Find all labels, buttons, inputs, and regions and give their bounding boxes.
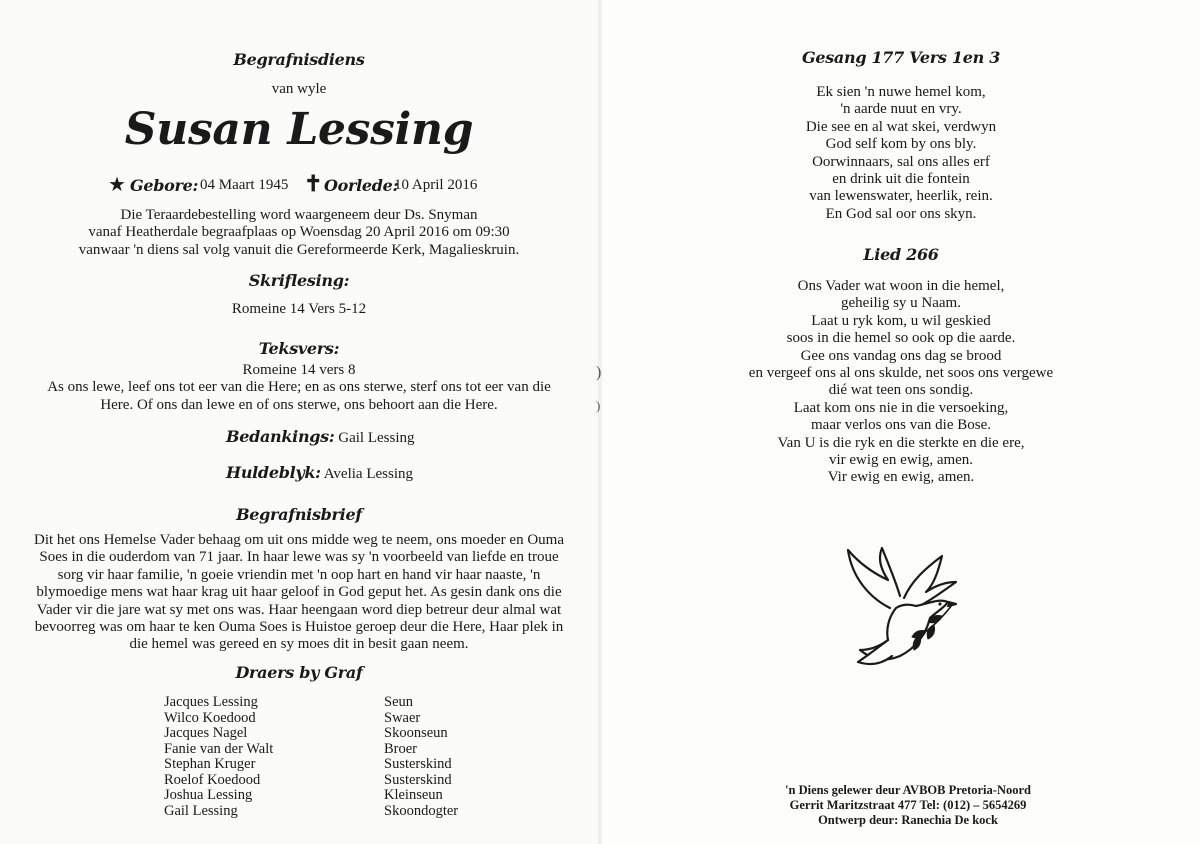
bearer-name: Wilco Koedood bbox=[164, 709, 256, 726]
letter-heading: Begrafnisbrief bbox=[236, 505, 362, 524]
song-line: Van U is die ryk en die sterkte en die ere, bbox=[777, 434, 1025, 451]
tribute-label: Huldeblyk: bbox=[226, 463, 321, 482]
bearer-relation: Susterskind bbox=[384, 771, 452, 788]
funeral-letter bbox=[0, 532, 598, 654]
scripture-heading: Skriflesing: bbox=[248, 271, 350, 290]
bearer-relation: Skoondogter bbox=[384, 802, 459, 819]
song-line: maar verlos ons van die Bose. bbox=[811, 417, 991, 434]
tribute-row bbox=[226, 464, 526, 483]
hymn-line: En God sal oor ons skyn. bbox=[825, 205, 977, 222]
bearer-name: Jacques Lessing bbox=[164, 694, 258, 710]
song-line: en vergeef ons al ons skulde, net soos ons vergewe bbox=[748, 365, 1054, 382]
list-item bbox=[0, 741, 598, 757]
hymn-line: Die see en al wat skei, verdwyn bbox=[805, 118, 997, 135]
thanks-label: Bedankings: bbox=[226, 427, 335, 446]
tribute-name: Avelia Lessing bbox=[323, 466, 413, 482]
bearer-relation: Skoonseun bbox=[384, 725, 448, 741]
list-item bbox=[0, 756, 598, 772]
song-line: geheilig sy u Naam. bbox=[841, 295, 961, 312]
burial-line: vanwaar 'n diens sal volg vanuit die Gereformeerde Kerk, Magalieskruin. bbox=[78, 241, 520, 258]
song-line: Laat u ryk kom, u wil geskied bbox=[811, 312, 991, 329]
born-date: 04 Maart 1945 bbox=[200, 177, 289, 193]
hymn-line: Ek sien 'n nuwe hemel kom, bbox=[816, 84, 986, 100]
bearer-name: Fanie van der Walt bbox=[164, 740, 274, 757]
dove-with-olive-branch-icon bbox=[830, 538, 980, 688]
letter-line: Soes in die ouderdom van 71 jaar. In haar lewe was sy 'n voorbeeld van liefde en troue bbox=[39, 549, 559, 566]
letter-line: bevoorreg was om haar te ken Ouma Soes is Huistoe geroep deur die Here, Haar plek in bbox=[34, 619, 564, 636]
footer-line: Ontwerp deur: Ranechia De kock bbox=[818, 813, 998, 827]
bearer-name: Stephan Kruger bbox=[164, 756, 256, 772]
deceased-name: Susan Lessing bbox=[124, 104, 474, 155]
song-verse bbox=[602, 278, 1200, 487]
list-item bbox=[0, 787, 598, 803]
song-heading: Lied 266 bbox=[863, 245, 939, 264]
footer-credits bbox=[698, 783, 1118, 828]
born-label: Gebore: bbox=[130, 176, 199, 195]
text-heading: Teksvers: bbox=[258, 339, 340, 358]
binding-mark: ) bbox=[596, 398, 601, 413]
star-icon: ★ bbox=[108, 174, 126, 196]
letter-line: blymoedige mens wat haar krag uit haar geloof in God geput het. As gesin dank ons die bbox=[36, 584, 562, 601]
bearers-heading: Draers by Graf bbox=[235, 663, 363, 682]
bearer-relation: Swaer bbox=[384, 709, 421, 726]
hymn-line: en drink uit die fontein bbox=[832, 171, 970, 188]
hymn-line: Oorwinnaars, sal ons alles erf bbox=[812, 153, 990, 170]
hymn-line: van lewenswater, heerlik, rein. bbox=[809, 188, 993, 205]
song-line: vir ewig en ewig, amen. bbox=[828, 452, 974, 469]
song-line: Ons Vader wat woon in die hemel, bbox=[797, 278, 1005, 294]
thanks-row bbox=[226, 428, 526, 447]
footer-line: Gerrit Maritzstraat 477 Tel: (012) – 5654269 bbox=[789, 798, 1027, 812]
hymn-verse bbox=[602, 84, 1200, 223]
list-item bbox=[0, 710, 598, 726]
song-line: Laat kom ons nie in die versoeking, bbox=[793, 399, 1009, 416]
bearer-name: Jacques Nagel bbox=[164, 725, 248, 741]
service-heading: Begrafnisdiens bbox=[233, 50, 365, 69]
hymn-heading: Gesang 177 Vers 1en 3 bbox=[801, 48, 1001, 67]
text-reference: Romeine 14 vers 8 bbox=[242, 362, 356, 378]
of-the-late-text: van wyle bbox=[271, 81, 327, 97]
text-verse bbox=[0, 362, 601, 414]
letter-line: die hemel was gereed en sy moes dit in besit gaan neem. bbox=[129, 636, 469, 653]
song-line: soos in die hemel so ook op die aarde. bbox=[786, 330, 1016, 347]
burial-line: vanaf Heatherdale begraafplaas op Woensdag 20 April 2016 om 09:30 bbox=[88, 224, 510, 241]
dates-row bbox=[108, 171, 508, 197]
bearer-relation: Seun bbox=[384, 694, 413, 710]
binding-mark: ) bbox=[596, 364, 602, 381]
song-line: Vir ewig en ewig, amen. bbox=[827, 469, 975, 486]
list-item bbox=[0, 772, 598, 788]
bearer-relation: Susterskind bbox=[384, 756, 452, 772]
letter-line: Vader vir die jare wat sy met ons was. Haar heengaan word diep betreur deur almal wat bbox=[36, 601, 562, 618]
bearer-name: Roelof Koedood bbox=[164, 771, 261, 788]
list-item bbox=[0, 694, 598, 710]
died-label: Oorlede: bbox=[324, 176, 399, 195]
song-line: dié wat teen ons sondig. bbox=[828, 382, 974, 399]
cross-icon: ✝ bbox=[304, 171, 323, 196]
list-item bbox=[0, 803, 598, 819]
right-page bbox=[602, 0, 1200, 844]
scripture-reference: Romeine 14 Vers 5-12 bbox=[231, 301, 367, 317]
list-item bbox=[0, 725, 598, 741]
text-line: As ons lewe, leef ons tot eer van die Here; en as ons sterwe, sterf ons tot eer van die bbox=[47, 379, 551, 396]
text-line: Here. Of ons dan lewe en of ons sterwe, ons behoort aan die Here. bbox=[100, 396, 498, 413]
song-line: Gee ons vandag ons dag se brood bbox=[800, 347, 1002, 364]
burial-details bbox=[0, 207, 598, 259]
bearer-name: Joshua Lessing bbox=[164, 787, 253, 803]
footer-line: 'n Diens gelewer deur AVBOB Pretoria-Noord bbox=[785, 783, 1031, 797]
thanks-name: Gail Lessing bbox=[338, 430, 415, 446]
bearer-relation: Broer bbox=[384, 740, 418, 757]
died-date: 10 April 2016 bbox=[394, 177, 478, 193]
bearer-relation: Kleinseun bbox=[384, 787, 443, 803]
hymn-line: God self kom by ons bly. bbox=[825, 136, 977, 153]
bearer-name: Gail Lessing bbox=[164, 802, 238, 819]
hymn-line: 'n aarde nuut en vry. bbox=[840, 101, 962, 118]
bearers-list bbox=[0, 694, 598, 824]
letter-line: Dit het ons Hemelse Vader behaag om uit ons midde weg te neem, ons moeder en Ouma bbox=[33, 532, 564, 548]
letter-line: sorg vir haar familie, 'n goeie vriendin met 'n oop hart en hand vir haar naaste, 'n bbox=[57, 566, 541, 583]
burial-line: Die Teraardebestelling word waargeneem deur Ds. Snyman bbox=[120, 207, 478, 223]
